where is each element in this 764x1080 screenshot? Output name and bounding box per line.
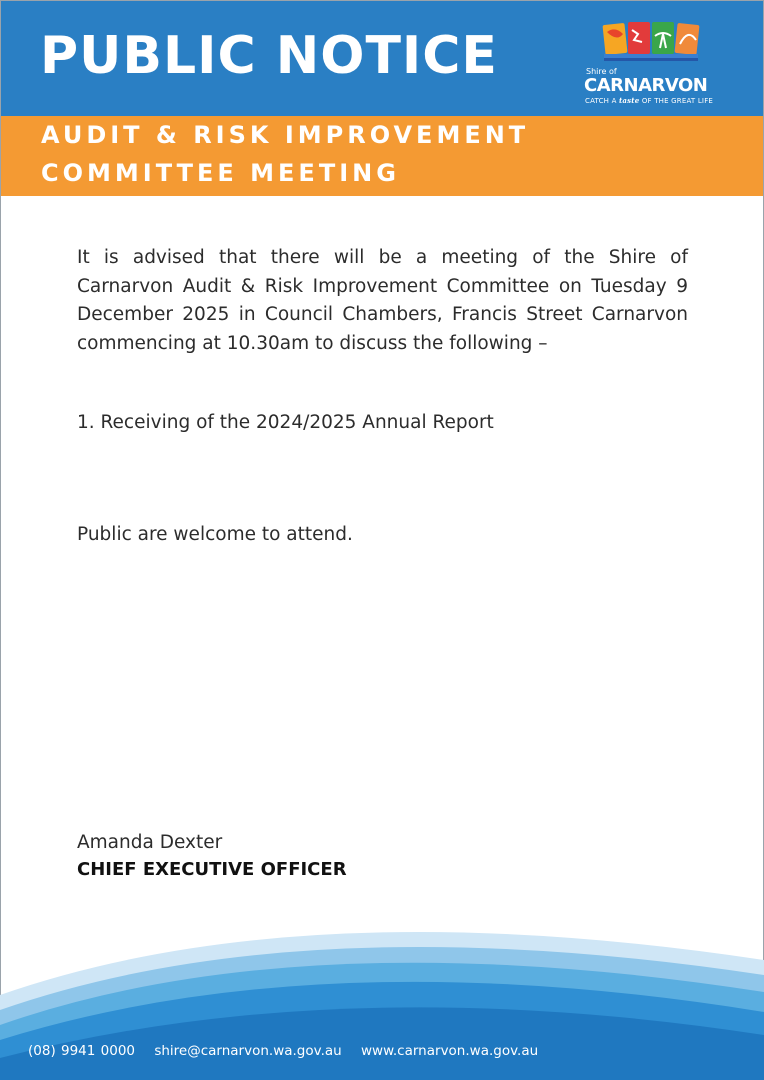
subtitle-line-1: AUDIT & RISK IMPROVEMENT — [41, 121, 530, 149]
notice-paragraph: It is advised that there will be a meeting of the Shire of Carnarvon Audit & Risk Improvement Committee on Tuesday 9 December 2025 in Council Chambers, Francis Street Carnarvon commencing at 10.30am to discuss the following – — [77, 247, 688, 354]
logo-tagline-before: CATCH A — [585, 97, 619, 105]
logo-tagline-emphasis: taste — [619, 96, 640, 105]
logo-emblem-icon — [582, 20, 716, 70]
footer-phone[interactable]: (08) 9941 0000 — [28, 1043, 136, 1059]
agenda-item: 1. Receiving of the 2024/2025 Annual Report — [77, 412, 494, 433]
logo-name: CARNARVON — [584, 75, 708, 96]
subtitle-line-2: COMMITTEE MEETING — [41, 159, 400, 187]
logo-shire-of: Shire of — [586, 67, 617, 76]
shire-logo — [582, 20, 716, 110]
signatory-name: Amanda Dexter — [77, 832, 223, 853]
footer-email[interactable]: shire@carnarvon.wa.gov.au — [154, 1043, 342, 1059]
page-title: PUBLIC NOTICE — [40, 26, 498, 86]
footer-website[interactable]: www.carnarvon.wa.gov.au — [361, 1043, 539, 1059]
footer-contact — [28, 1043, 552, 1059]
welcome-text: Public are welcome to attend. — [77, 524, 353, 545]
logo-tagline-after: OF THE GREAT LIFE — [639, 97, 714, 105]
signatory-title: CHIEF EXECUTIVE OFFICER — [77, 859, 347, 880]
logo-tagline — [585, 96, 713, 105]
